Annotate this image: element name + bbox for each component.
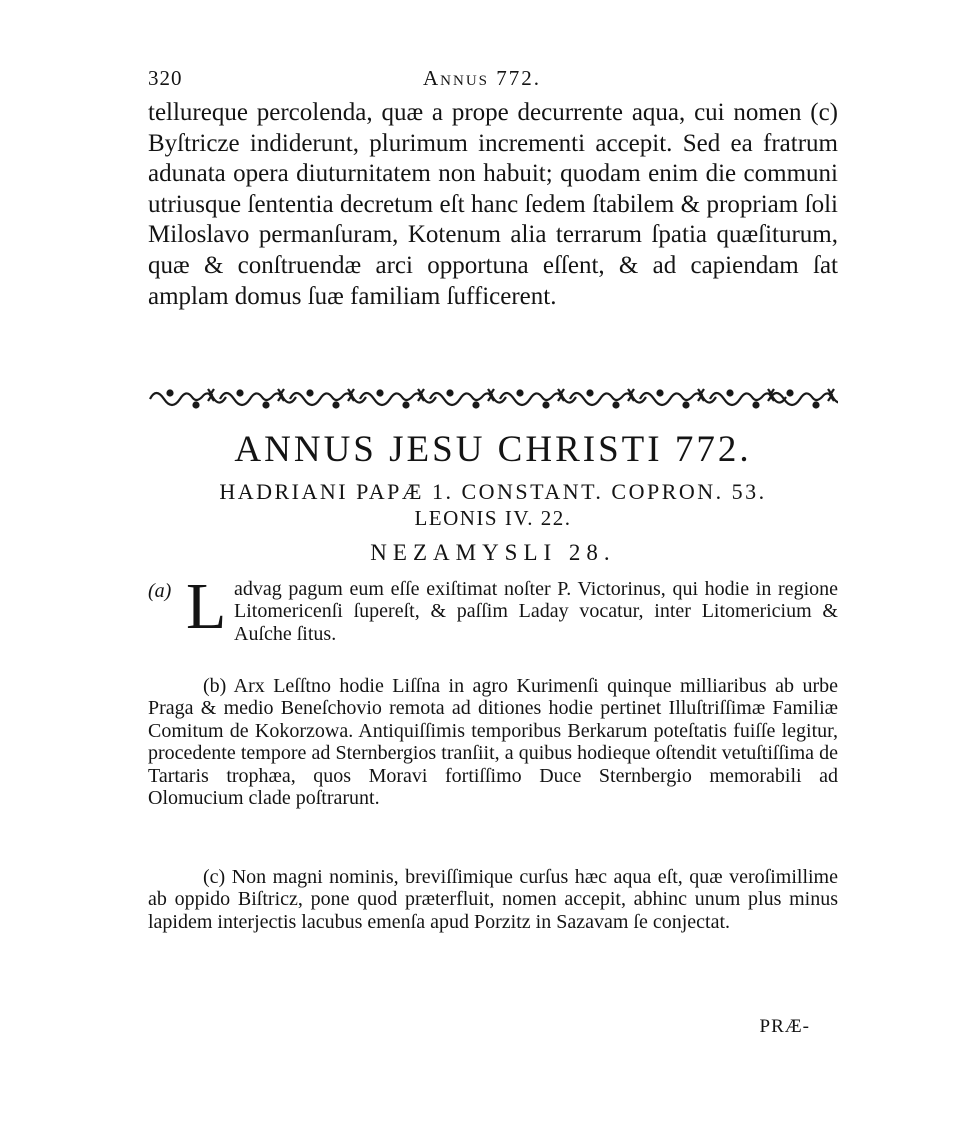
ornamental-divider: [148, 383, 838, 415]
running-title: Annus 772.: [423, 66, 542, 90]
year-heading: ANNUS JESU CHRISTI 772.: [234, 429, 752, 470]
footnote-b-text: (b) Arx Leſſtno hodie Liſſna in agro Kurimenſi quinque milliaribus ab urbe Praga & medio Beneſchovio remota ad ditiones hodie pertinet Illuſtriſſimæ Familiæ Comitum de Kokorzowa. Antiquiſſimis temporibus Berkarum poteſtatis fuiſſe legitur, procedente tempore ad Sternbergios tranſiit, a quibus hodieque oſtendit vetuſtiſſima de Tartaris trophæa, quos Moravi fortiſſimo Duce Sternbergio memorabili ad Olomucium clade poſtrarunt.: [148, 675, 838, 810]
page-number: 320: [148, 66, 183, 90]
footnote-a: [148, 570, 838, 645]
reign-line: HADRIANI PAPÆ 1. CONSTANT. COPRON. 53.: [219, 479, 767, 504]
footnote-b: [148, 675, 838, 809]
running-head: [148, 66, 838, 92]
footnote-a-text: advag pagum eum eſſe exiſtimat noſter P. Victorinus, qui hodie in regione Litomericenſi ſupereſt, & paſſim Laday vocatur, inter Litomericium & Auſche ſitus.: [234, 578, 838, 645]
drop-cap: L: [186, 570, 227, 643]
catchword: PRÆ-: [759, 1016, 810, 1037]
footnote-c-text: (c) Non magni nominis, breviſſimique curſus hæc aqua eſt, quæ veroſimillime ab oppido Biſtricz, pone quod præterfluit, nomen accepit, abhinc unum plus minus lapidem interjectis lacubus emenſa apud Porzitz in Sazavam ſe conjectat.: [148, 866, 838, 933]
body-paragraph: tellureque percolenda, quæ a prope decurrente aqua, cui nomen (c) Byſtricze indiderunt, plurimum incrementi accepit. Sed ea fratrum adunata opera diuturnitatem non habuit; quodam enim die communi utriusque ſententia decretum eſt hanc ſedem ſtabilem & propriam ſoli Miloslavo permanſuram, Kotenum alia terrarum ſpatia quæſiturum, quæ & conſtruendæ arci opportuna eſſent, & ad capiendam ſat amplam domus ſuæ familiam ſufficerent.: [148, 99, 838, 310]
footnote-c: [148, 866, 838, 933]
footnote-marker: (a): [148, 580, 172, 602]
duke-line: NEZAMYSLI 28.: [370, 540, 616, 565]
reign-line-leonis: LEONIS IV. 22.: [414, 506, 572, 530]
